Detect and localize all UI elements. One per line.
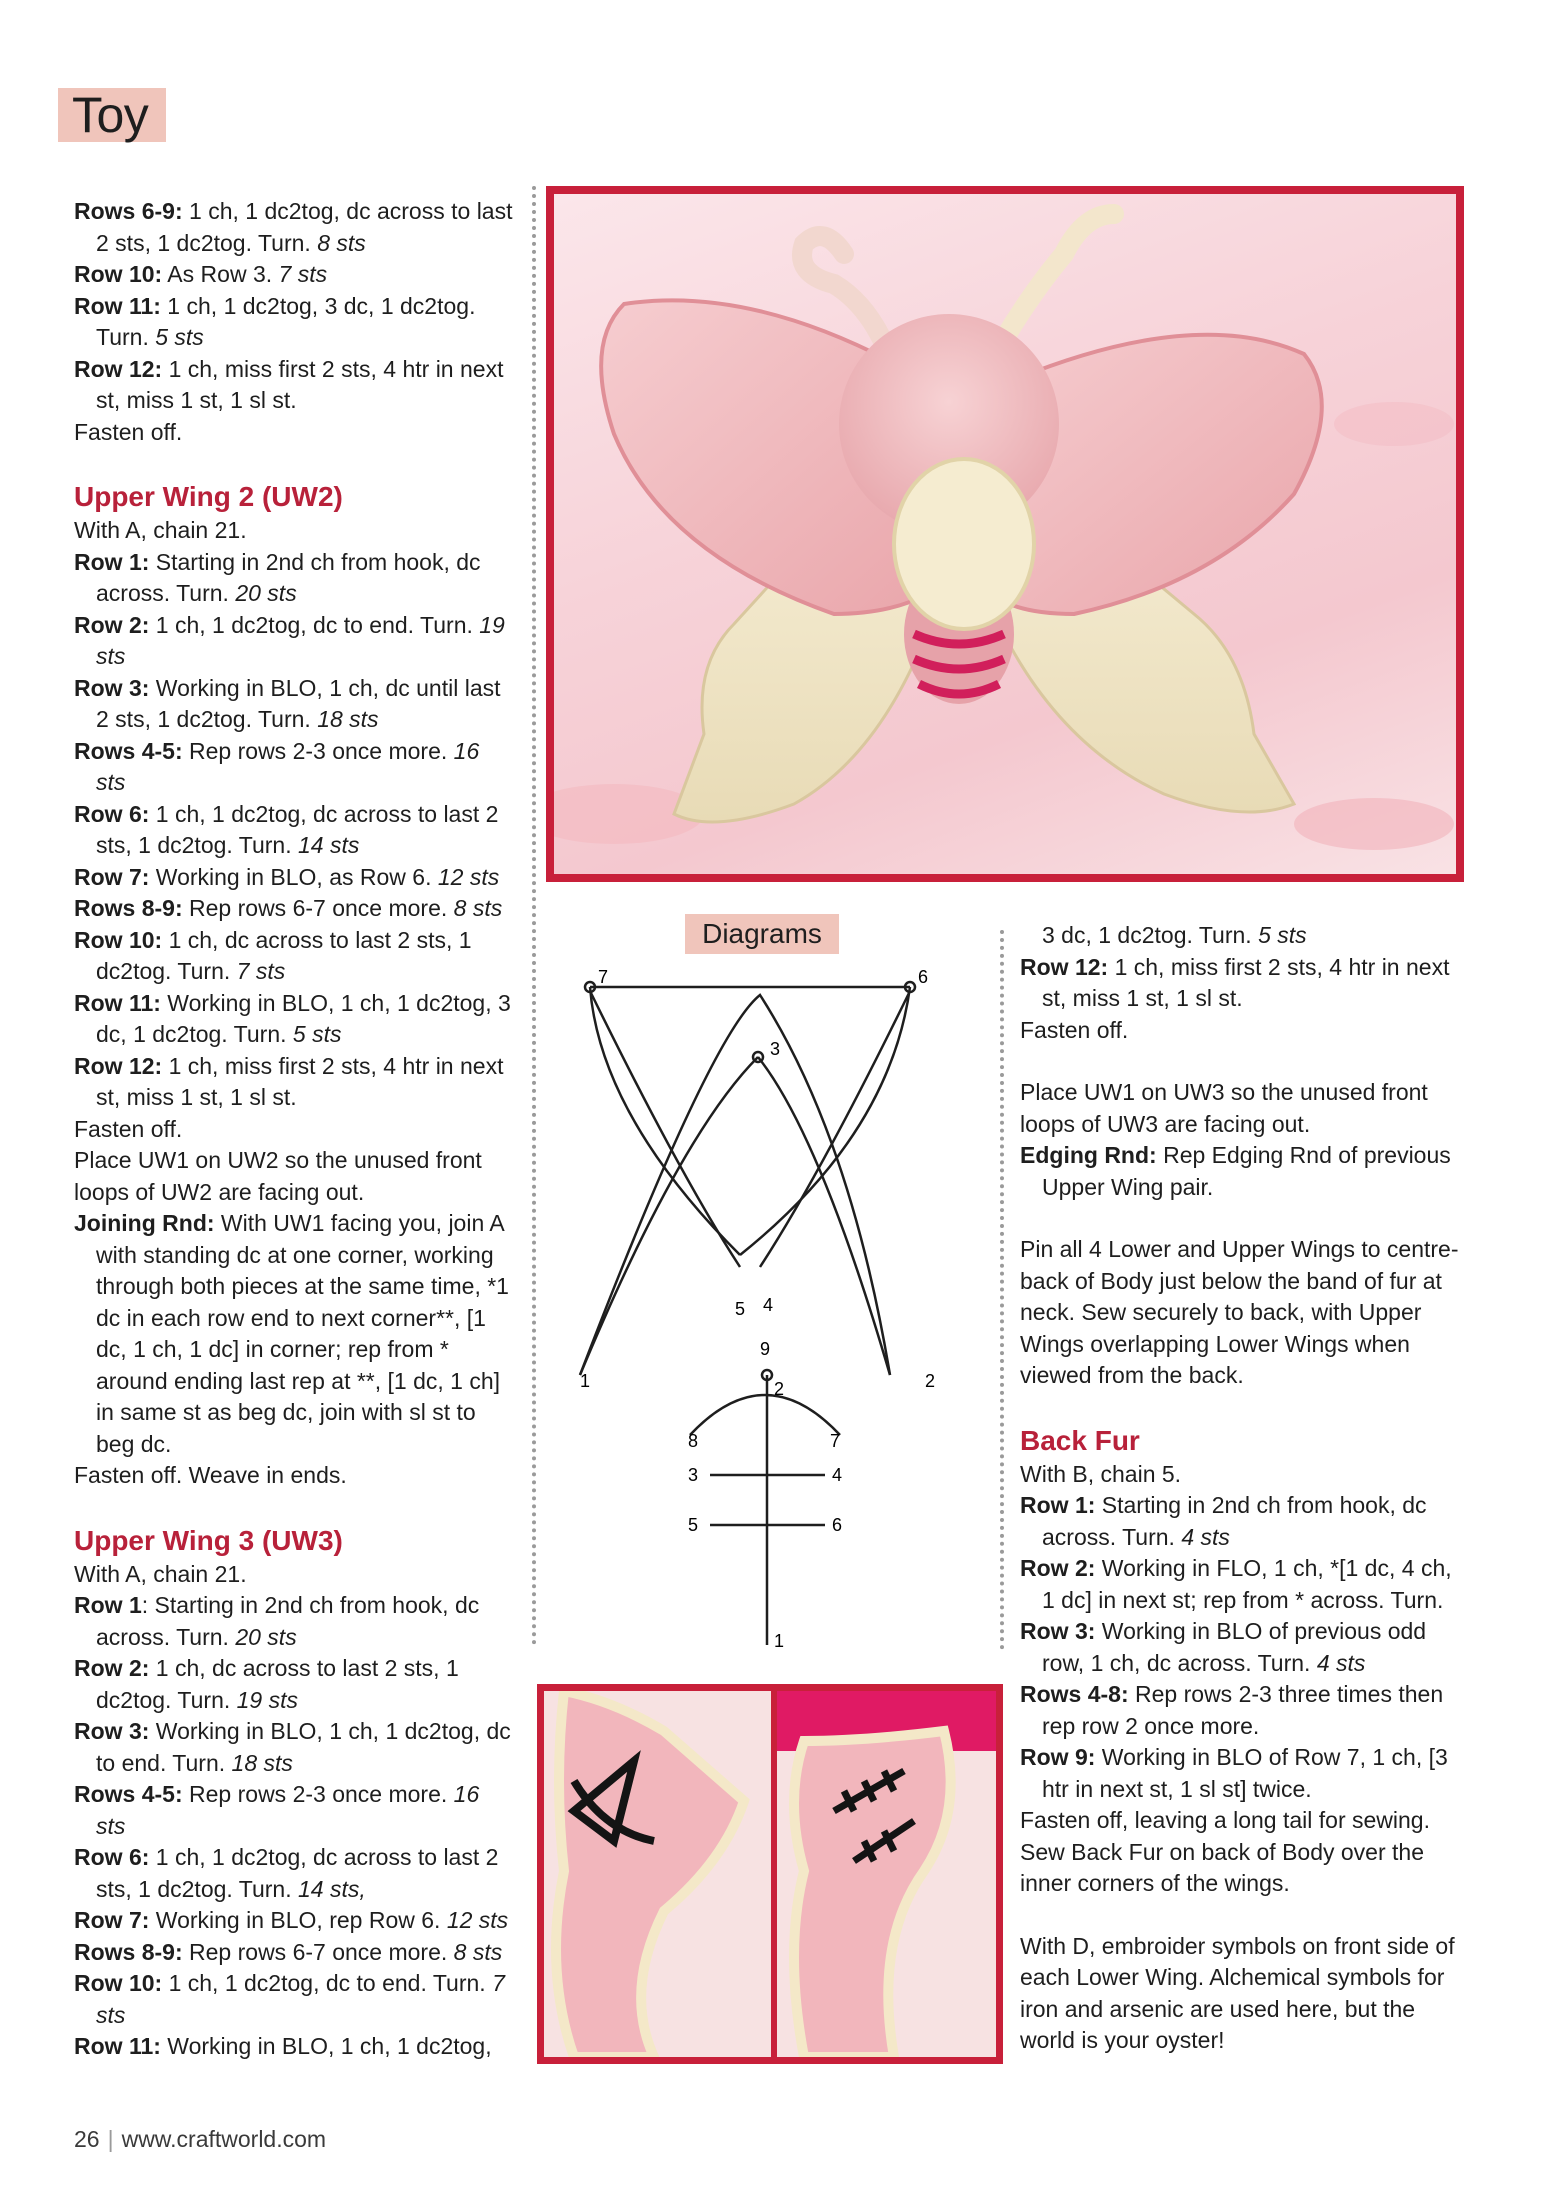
pattern-row [74, 259, 514, 291]
pattern-row [74, 673, 514, 736]
pattern-row [74, 925, 514, 988]
pattern-row [74, 736, 514, 799]
stitch-count: 5 sts [155, 324, 204, 350]
row-instructions: Working in BLO, rep Row 6. [149, 1907, 447, 1933]
row-instructions: Place UW1 on UW2 so the unused front loops of UW2 are facing out. [74, 1147, 482, 1205]
pattern-row [1020, 1679, 1460, 1742]
row-instructions: Place UW1 on UW3 so the unused front loops of UW3 are facing out. [1020, 1079, 1428, 1137]
paragraph [74, 515, 514, 547]
row-label: Row 1: [1020, 1492, 1096, 1518]
stitch-diagrams [560, 955, 960, 1655]
stitch-count: 20 sts [235, 580, 297, 606]
stitch-count: 16 sts [96, 1781, 480, 1839]
row-instructions: 1 ch, 1 dc2tog, 3 dc, 1 dc2tog. Turn. [96, 292, 476, 350]
column-divider-right [1000, 930, 1004, 1650]
pattern-row [74, 1208, 514, 1460]
row-instructions: : Starting in 2nd ch from hook, dc across. Turn. [96, 1592, 480, 1650]
label-6b: 6 [832, 1515, 843, 1535]
label-7: 7 [598, 967, 609, 987]
row-label: Rows 8-9: [74, 1938, 183, 1965]
spacer [74, 1492, 514, 1523]
row-label: Edging Rnd: [1020, 1142, 1157, 1168]
paragraph [1020, 1077, 1460, 1140]
pattern-row [74, 354, 514, 417]
main-photo-butterfly-toy [546, 186, 1464, 882]
row-label: Row 6: [74, 1844, 150, 1870]
row-instructions: Fasten off. [1020, 1016, 1129, 1043]
stitch-count: 18 sts [317, 706, 379, 732]
row-label: Rows 4-5: [74, 1781, 183, 1807]
stitch-count: 8 sts [453, 895, 503, 921]
stitch-count: 19 sts [96, 611, 505, 669]
paragraph [74, 1114, 514, 1146]
spacer [1020, 1203, 1460, 1234]
row-label: Row 7: [74, 1907, 150, 1933]
row-instructions: Working in BLO, 1 ch, 1 dc2tog, 3 dc, 1 dc2tog. Turn. [96, 989, 511, 1047]
label-2b: 2 [774, 1379, 785, 1399]
pattern-row [1020, 952, 1460, 1015]
label-4b: 4 [832, 1465, 843, 1485]
label-2: 2 [925, 1371, 936, 1391]
stitch-count: 7 sts [278, 261, 328, 287]
label-1b: 1 [774, 1631, 785, 1651]
row-instructions: 1 ch, 1 dc2tog, dc across to last 2 sts, 1 dc2tog. Turn. [96, 800, 499, 858]
row-instructions: 1 ch, dc across to last 2 sts, 1 dc2tog. Turn. [96, 1655, 459, 1713]
row-label: Row 11: [74, 2033, 161, 2059]
row-instructions: 1 ch, 1 dc2tog, dc across to last 2 sts, 1 dc2tog. Turn. [96, 198, 513, 256]
label-6: 6 [918, 967, 929, 987]
pattern-row [74, 799, 514, 862]
lower-wing-embroidery-photos [537, 1684, 1003, 2064]
stitch-count: 7 sts [96, 1970, 505, 2028]
label-1: 1 [580, 1371, 591, 1391]
row-instructions: Fasten off, leaving a long tail for sewing. Sew Back Fur on back of Body over the inner corners of the wings. [1020, 1807, 1430, 1896]
pattern-row [74, 1716, 514, 1779]
paragraph [74, 1559, 514, 1591]
pattern-row [1020, 920, 1460, 952]
stitch-count: 12 sts [437, 863, 500, 890]
pattern-row [74, 2031, 514, 2063]
stitch-count: 19 sts [236, 1686, 299, 1713]
row-label: Row 1 [74, 1592, 142, 1618]
row-instructions: Working in BLO of Row 7, 1 ch, [3 htr in next st, 1 sl st] twice. [1042, 1744, 1448, 1802]
row-instructions: With A, chain 21. [74, 517, 247, 543]
pattern-row [74, 988, 514, 1051]
paragraph [74, 1145, 514, 1208]
row-label: Row 12: [1020, 953, 1109, 980]
row-label: Row 12: [74, 355, 163, 382]
stitch-count: 4 sts [1181, 1523, 1230, 1550]
row-instructions: Working in BLO, as Row 6. [149, 863, 438, 890]
stitch-count: 4 sts [1316, 1649, 1366, 1676]
paragraph [1020, 1931, 1460, 2057]
row-instructions: 1 ch, 1 dc2tog, dc to end. Turn. [149, 611, 480, 638]
butterfly-toy-illustration [554, 194, 1456, 874]
stitch-count: 12 sts [446, 1907, 509, 1933]
row-instructions: Fasten off. Weave in ends. [74, 1462, 347, 1488]
row-instructions: With D, embroider symbols on front side of each Lower Wing. Alchemical symbols for iron and arsenic are used here, but the world is your oyster! [1020, 1932, 1455, 2053]
label-5b: 5 [688, 1515, 699, 1535]
pattern-row [74, 291, 514, 354]
paragraph [1020, 1015, 1460, 1047]
row-instructions: Rep rows 2-3 once more. [182, 737, 454, 764]
row-instructions: 1 ch, miss first 2 sts, 4 htr in next st, miss 1 st, 1 sl st. [1042, 953, 1450, 1011]
right-column-text [1020, 920, 1460, 2057]
pattern-row [1020, 1616, 1460, 1679]
spacer [1020, 1046, 1460, 1077]
pattern-row [74, 893, 514, 925]
page-number: 26 [74, 2126, 100, 2152]
footer-url[interactable]: www.craftworld.com [121, 2126, 327, 2152]
page-footer [74, 2126, 326, 2153]
row-instructions: 3 dc, 1 dc2tog. Turn. [1042, 922, 1259, 948]
row-label: Joining Rnd: [74, 1210, 215, 1236]
spacer [74, 448, 514, 479]
row-instructions: Rep rows 6-7 once more. [182, 895, 454, 921]
paragraph [1020, 1459, 1460, 1491]
row-label: Row 6: [74, 800, 150, 827]
label-3: 3 [770, 1039, 781, 1059]
pattern-row [1020, 1742, 1460, 1805]
section-heading: Upper Wing 3 (UW3) [74, 1524, 343, 1556]
back-fur-stitch-diagram [690, 1370, 843, 1645]
label-4: 4 [763, 1295, 774, 1315]
row-instructions: Rep rows 6-7 once more. [182, 1938, 454, 1965]
row-instructions: With B, chain 5. [1020, 1460, 1182, 1487]
row-label: Rows 4-8: [1020, 1681, 1129, 1707]
row-instructions: 1 ch, 1 dc2tog, dc across to last 2 sts, 1 dc2tog. Turn. [96, 1844, 499, 1902]
wing-fold-diagram [580, 982, 915, 1375]
row-label: Row 3: [74, 1718, 150, 1744]
section-tag: Toy [58, 88, 166, 142]
row-instructions: Working in BLO, 1 ch, dc until last 2 sts, 1 dc2tog. Turn. [96, 674, 501, 732]
row-label: Row 7: [74, 863, 150, 890]
pattern-row [74, 196, 514, 259]
pattern-row [74, 862, 514, 894]
section-heading: Back Fur [1020, 1424, 1140, 1456]
row-instructions: Rep rows 2-3 once more. [182, 1781, 454, 1807]
paragraph [1020, 1805, 1460, 1900]
stitch-count: 5 sts [292, 1021, 342, 1047]
pattern-row [74, 1779, 514, 1842]
row-instructions: Starting in 2nd ch from hook, dc across. Turn. [1042, 1492, 1427, 1550]
row-instructions: Fasten off. [74, 1115, 183, 1142]
row-instructions: 1 ch, miss first 2 sts, 4 htr in next st, miss 1 st, 1 sl st. [96, 1052, 504, 1110]
row-instructions: 1 ch, dc across to last 2 sts, 1 dc2tog. Turn. [96, 926, 472, 984]
pattern-row [1020, 1490, 1460, 1553]
diagrams-tag: Diagrams [685, 914, 839, 954]
left-column-text [74, 196, 514, 2063]
paragraph [74, 417, 514, 449]
pattern-row [74, 610, 514, 673]
row-label: Row 11: [74, 989, 161, 1016]
row-instructions: As Row 3. [162, 261, 279, 287]
row-instructions: Working in FLO, 1 ch, *[1 dc, 4 ch, 1 dc] in next st; rep from * across. Turn. [1042, 1555, 1452, 1613]
footer-separator: | [107, 2126, 114, 2152]
row-label: Row 10: [74, 1970, 163, 1996]
pattern-row [74, 1842, 514, 1905]
row-instructions: Starting in 2nd ch from hook, dc across. Turn. [96, 548, 481, 606]
row-instructions: 1 ch, 1 dc2tog, dc to end. Turn. [162, 1970, 493, 1996]
pattern-row [74, 1051, 514, 1114]
row-label: Row 10: [74, 261, 163, 287]
label-5: 5 [735, 1299, 746, 1319]
paragraph [1020, 1234, 1460, 1392]
row-instructions: 1 ch, miss first 2 sts, 4 htr in next st, miss 1 st, 1 sl st. [96, 355, 504, 413]
row-label: Row 12: [74, 1052, 163, 1079]
row-label: Row 10: [74, 926, 163, 953]
label-7b: 7 [830, 1431, 841, 1451]
label-8: 8 [688, 1431, 699, 1451]
row-label: Row 9: [1020, 1744, 1096, 1770]
row-label: Rows 8-9: [74, 895, 183, 921]
row-label: Rows 4-5: [74, 737, 183, 764]
label-9: 9 [760, 1339, 771, 1359]
pattern-row [74, 547, 514, 610]
spacer [1020, 1392, 1460, 1423]
section-heading: Upper Wing 2 (UW2) [74, 481, 343, 512]
spacer [1020, 1900, 1460, 1931]
row-instructions: Rep rows 2-3 three times then rep row 2 once more. [1042, 1681, 1444, 1739]
paragraph [74, 1460, 514, 1492]
stitch-count: 5 sts [1258, 922, 1307, 948]
column-divider-left [532, 186, 536, 1646]
pattern-row [1020, 1553, 1460, 1616]
row-instructions: Rep Edging Rnd of previous Upper Wing pair. [1042, 1142, 1451, 1200]
row-instructions: Working in BLO, 1 ch, 1 dc2tog, [160, 2033, 492, 2059]
pattern-row [74, 1968, 514, 2031]
row-label: Row 1: [74, 548, 150, 575]
row-label: Row 3: [74, 674, 150, 701]
row-instructions: With A, chain 21. [74, 1560, 247, 1587]
row-label: Row 3: [1020, 1618, 1096, 1644]
row-label: Row 11: [74, 292, 161, 319]
row-label: Rows 6-9: [74, 198, 183, 224]
stitch-count: 14 sts [298, 832, 360, 858]
pattern-row [74, 1653, 514, 1716]
row-instructions: Working in BLO, 1 ch, 1 dc2tog, dc to end. Turn. [96, 1718, 511, 1776]
stitch-count: 20 sts [235, 1623, 297, 1650]
row-label: Row 2: [1020, 1555, 1096, 1581]
stitch-count: 8 sts [317, 229, 366, 256]
embroidered-wings-illustration [544, 1691, 996, 2057]
row-label: Row 2: [74, 611, 150, 638]
stitch-count: 18 sts [231, 1749, 293, 1776]
stitch-count: 7 sts [236, 958, 286, 984]
photo-split-divider [771, 1691, 777, 2057]
pattern-row [74, 1905, 514, 1937]
row-instructions: Pin all 4 Lower and Upper Wings to centre-back of Body just below the band of fur at neck. Sew securely to back, with Upper Wings overlapping Lower Wings when viewed from the back. [1020, 1236, 1459, 1388]
stitch-count: 16 sts [96, 737, 480, 795]
pattern-row [74, 1590, 514, 1653]
row-label: Row 2: [74, 1655, 150, 1681]
row-instructions: Working in BLO of previous odd row, 1 ch, dc across. Turn. [1042, 1618, 1427, 1676]
pattern-row [74, 1937, 514, 1969]
stitch-count: 14 sts, [298, 1875, 366, 1902]
label-3b: 3 [688, 1465, 699, 1485]
stitch-count: 8 sts [453, 1938, 503, 1965]
row-instructions: Fasten off. [74, 418, 183, 445]
row-instructions: With UW1 facing you, join A with standing dc at one corner, working through both pieces at the same time, *1 dc in each row end to next corner**, [1 dc, 1 ch, 1 dc] in corner; rep from * around ending last rep at **, [1 dc, 1 ch] in same st as beg dc, join with sl st to beg dc. [96, 1210, 509, 1457]
pattern-row [1020, 1140, 1460, 1203]
